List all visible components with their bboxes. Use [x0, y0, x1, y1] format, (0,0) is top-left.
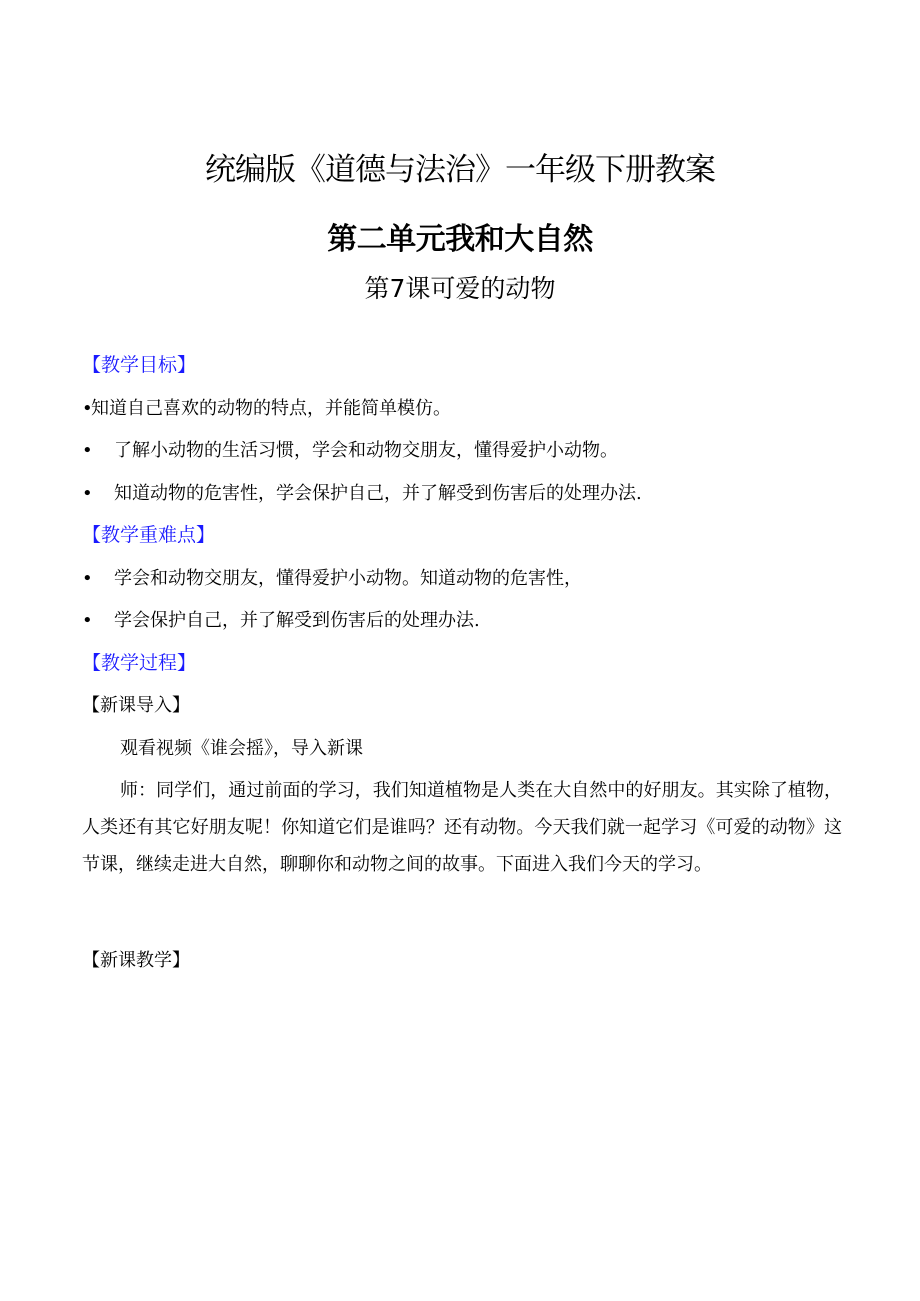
unit-title: 第二单元我和大自然	[327, 222, 593, 257]
bullet-icon: •	[82, 610, 93, 631]
lesson-title: 第7课可爱的动物	[364, 274, 556, 303]
key-point-text: 学会保护自己，并了解受到伤害后的处理办法.	[114, 610, 480, 631]
objective-item-3	[82, 482, 642, 506]
objective-text: 知道自己喜欢的动物的特点，并能简单模仿。	[91, 398, 451, 419]
objective-item-1	[82, 397, 451, 421]
key-point-text: 学会和动物交朋友，懂得爱护小动物。知道动物的危害性，	[114, 568, 582, 589]
intro-line: 观看视频《谁会摇》，导入新课	[120, 738, 363, 759]
teaching-heading: 【新课教学】	[82, 950, 190, 971]
intro-heading: 【新课导入】	[82, 695, 190, 716]
objective-item-2	[82, 439, 618, 463]
bullet-icon: •	[82, 483, 93, 504]
key-points-heading: 【教学重难点】	[82, 524, 216, 546]
process-heading: 【教学过程】	[82, 652, 197, 674]
teacher-paragraph: 师：同学们，通过前面的学习，我们知道植物是人类在大自然中的好朋友。其实除了植物，人类还有其它好朋友呢！你知道它们是谁吗？还有动物。今天我们就一起学习《可爱的动物》这节课，继续走进大自然，聊聊你和动物之间的故事。下面进入我们今天的学习。	[82, 780, 842, 875]
key-point-item-2	[82, 609, 480, 633]
objective-text: 了解小动物的生活习惯，学会和动物交朋友，懂得爱护小动物。	[114, 440, 618, 461]
bullet-icon: •	[82, 568, 93, 589]
bullet-icon: •	[82, 440, 93, 461]
key-point-item-1	[82, 567, 582, 591]
bullet-icon: •	[82, 398, 93, 419]
objectives-heading: 【教学目标】	[82, 354, 197, 376]
document-title: 统编版《道德与法治》一年级下册教案	[205, 152, 715, 188]
objective-text: 知道动物的危害性，学会保护自己，并了解受到伤害后的处理办法.	[114, 483, 642, 504]
